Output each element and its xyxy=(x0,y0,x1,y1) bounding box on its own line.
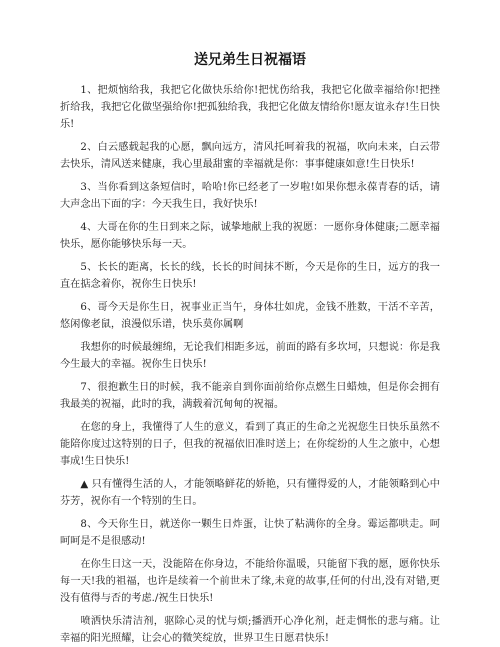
paragraph-5: 5、长长的距离，长长的线，长长的时间抹不断，今天是你的生日，远方的我一直在掂念着你，祝你生日快乐! xyxy=(60,262,440,290)
page-title: 送兄弟生日祝福语 xyxy=(194,52,306,68)
paragraph-4: 4、大哥在你的生日到来之际，诚挚地献上我的祝愿：一愿你身体健康;二愿幸福快乐，愿你能够快乐每一天。 xyxy=(60,222,440,250)
paragraph-10: ▲ 只有懂得生活的人，才能领略鲜花的娇艳，只有懂得爱的人，才能领略到心中芬芳，祝你有一个特别的生日。 xyxy=(60,479,440,507)
paragraph-6: 6、哥今天是你生日，祝事业正当午，身体壮如虎，金钱不胜数，干活不辛苦，悠闲像老鼠，浪漫似乐谱，快乐莫你属啊 xyxy=(60,302,440,330)
paragraph-7: 我想你的时候最缠绵，无论我们相距多远，前面的路有多坎坷，只想说：你是我今生最大的幸福。祝你生日快乐! xyxy=(60,342,440,370)
paragraph-12: 在你生日这一天，没能陪在你身边，不能给你温暖，只能留下我的愿，愿你快乐每一天!我的祖福，也许是续着一个前世未了缘,未竟的故事,任何的付出,没有对错,更没有值得与否的考虑./祝生日快乐! xyxy=(60,559,440,604)
paragraph-9: 在您的身上，我懂得了人生的意义，看到了真正的生命之光祝您生日快乐虽然不能陪你度过这特别的日子，但我的祝福依旧准时送上；在你绽纷的人生之旅中，心想事成!生日快乐! xyxy=(60,422,440,467)
paragraph-2: 2、白云感载起我的心愿，飘向远方，清风托呵着我的祝福，吹向未来，白云带去快乐，清风送来健康，我心里最甜蜜的幸福就是你：事事健康如意!生日快乐! xyxy=(60,142,440,170)
paragraph-1: 1、把烦恼给我，我把它化做快乐给你!把忧伤给我，我把它化做幸福给你!把挫折给我，我把它化做坚强给你!把孤独给我，我把它化做友情给你!愿友谊永存!生日快乐! xyxy=(60,85,440,130)
paragraph-3: 3、当你看到这条短信时，哈哈!你已经老了一岁啦!如果你想永葆青春的话，请大声念出下面的字：今天我生日，我好快乐! xyxy=(60,182,440,210)
paragraph-13: 喷洒快乐清洁剂，驱除心灵的忧与烦;播洒开心净化剂，赶走惆怅的悲与痛。让幸福的阳光照耀，让会心的微笑绽放，世界卫生日愿君快乐! xyxy=(60,616,440,644)
paragraph-11: 8、今天你生日，就送你一颗生日炸蛋，让快了粘满你的全身。霉运都哄走。呵呵呵是不是很感动! xyxy=(60,519,440,547)
paragraph-8: 7、很抱歉生日的时候，我不能亲自到你面前给你点燃生日蜡烛，但是你会拥有我最美的祝福，此时的我，满载着沉甸甸的祝福。 xyxy=(60,382,440,410)
